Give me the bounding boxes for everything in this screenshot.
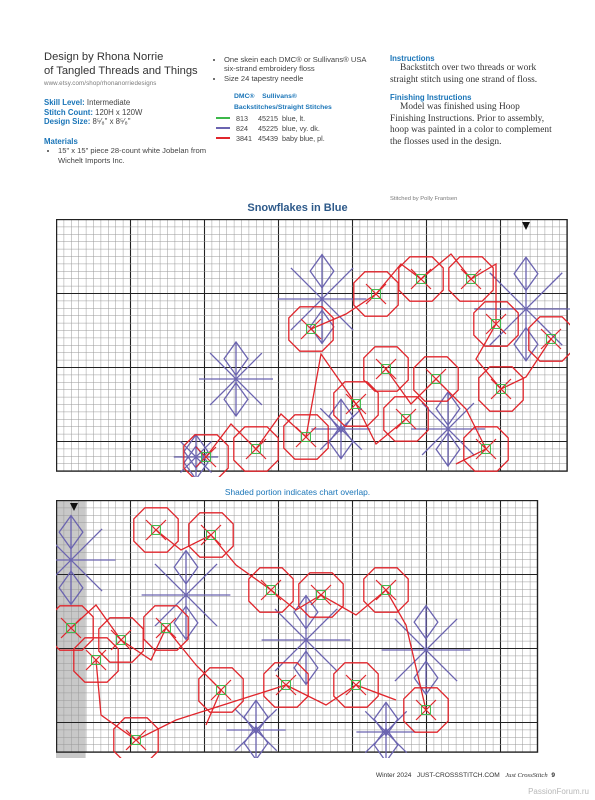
supplies-item: • Size 24 tapestry needle [224,74,372,83]
red-octagon [529,317,570,361]
key-row: 824 45225 blue, vy. dk. [216,123,372,133]
stitcher-credit: Stitched by Polly Frantsen [390,196,458,202]
materials-list [44,146,208,165]
page-number: 9 [551,772,555,779]
specs-block [44,98,208,166]
purple-swatch [216,127,230,129]
designer-url[interactable]: www.etsy.com/shop/rhonanorriedesigns [44,80,157,87]
issue: Winter 2024 [375,772,412,779]
key-rows [216,113,372,143]
red-backstitch [96,660,396,740]
finishing-text: Model was finished using Hoop Finishing Instructions. Prior to assembly, hoop was painted in a color to complement the flosses used in the design. [390,102,552,147]
designer-name: Design by Rhona Norrie [44,51,164,63]
designer-credit [44,51,198,78]
supplies-block [212,55,372,143]
center-marker [522,222,530,230]
key-row: 813 45215 blue, lt. [216,113,372,123]
key-columns: DMC® Sullivans® [234,93,297,101]
key-row: 3841 45439 baby blue, pl. [216,133,372,143]
supplies-list [212,55,372,83]
instructions-text: Backstitch over two threads or work straight stitch using one strand of floss. [390,63,538,85]
chart-title: Snowflakes in Blue [247,202,348,214]
watermark: PassionForum.ru [528,787,589,796]
supplies-item: • One skein each DMC® or Sullivans® USA six-strand embroidery floss [224,55,372,74]
instructions-block [390,54,555,148]
materials-heading: Materials [44,136,78,146]
design-size: Design Size: 8⁵⁄₈" x 8⁵⁄₈" [44,117,131,127]
designer-shop: of Tangled Threads and Things [44,64,198,77]
finishing-heading: Finishing Instructions [390,93,472,102]
stitch-count: Stitch Count: 120H x 120W [44,107,143,117]
magazine-name: Just CrossStitch [505,772,548,779]
instructions-heading: Instructions [390,54,435,63]
chart-bottom [56,500,543,758]
floss-key [234,93,372,111]
page-footer [376,772,555,779]
red-swatch [216,137,230,139]
skill-level: Skill Level: Intermediate [44,98,131,107]
chart-top [56,219,570,477]
key-subhead: Backstitches/Straight Stitches [234,104,332,112]
site: JUST-CROSSSTITCH.COM [416,772,500,779]
materials-item: • 15" x 15" piece 28-count white Jobelan from Wichelt Imports Inc. [58,146,208,165]
green-swatch [216,117,230,119]
overlap-note: Shaded portion indicates chart overlap. [224,487,371,497]
